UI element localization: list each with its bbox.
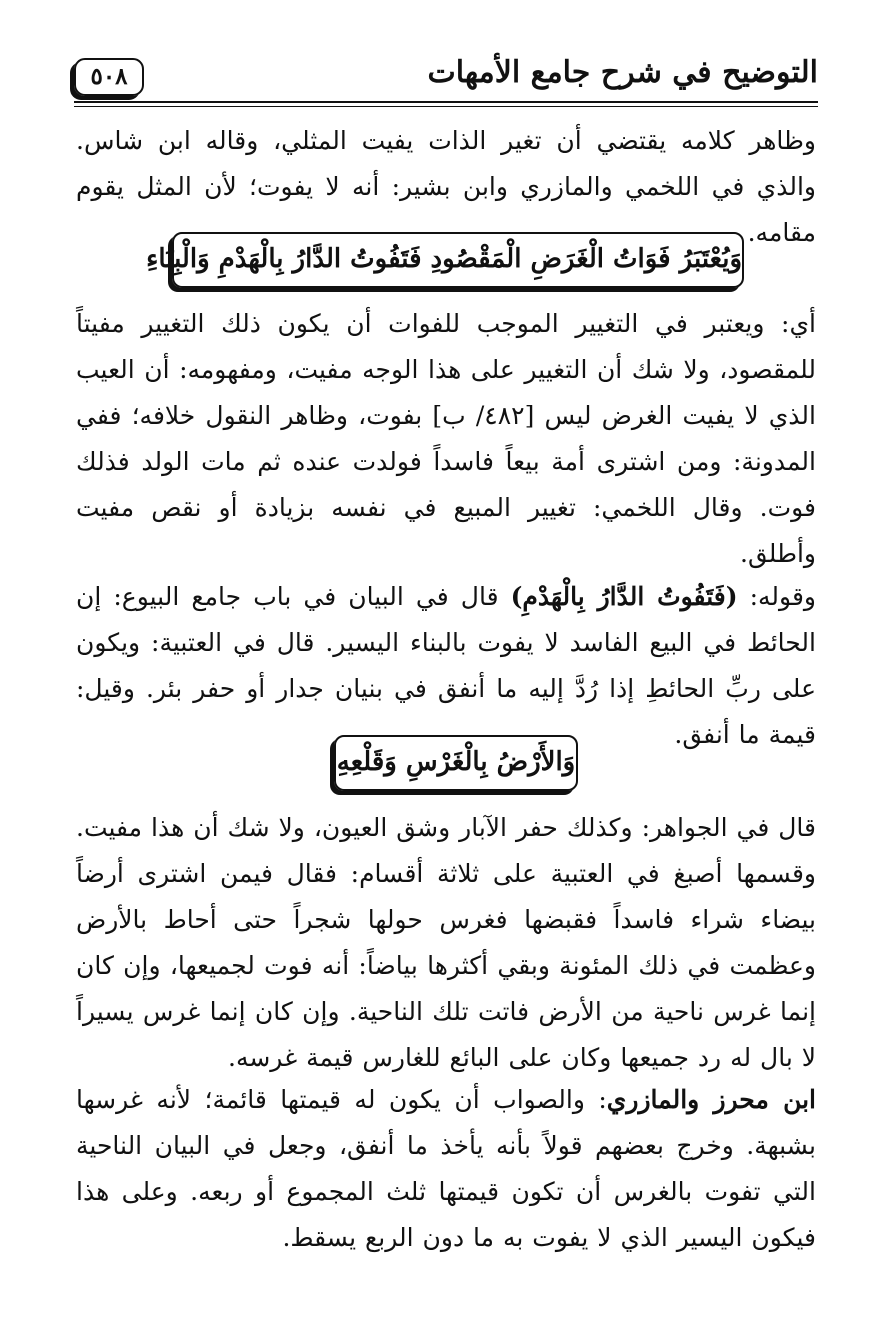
paragraph-3-lead: وقوله: [737,582,816,611]
matn-text-1: وَيُعْتَبَرُ فَوَاتُ الْغَرَضِ الْمَقْصُودِ فَتَفُوتُ الدَّارُ بِالْهَدْمِ وَالْبِنَاءِ [146,244,742,274]
cited-authors: ابن محرز والمازري [606,1085,816,1114]
header-rule [74,101,818,107]
matn-box-1 [146,232,744,288]
quoted-matn: (فَتَفُوتُ الدَّارُ بِالْهَدْمِ) [510,582,738,611]
matn-box-2 [334,735,578,791]
paragraph-5 [76,1077,816,1261]
paragraph-5-rest: : والصواب أن يكون له قيمتها قائمة؛ لأنه غرسها بشبهة. وخرج بعضهم قولاً بأنه يأخذ ما أنفق، وجعل في البيان الناحية التي تفوت بالغرس أن تكون قيمتها ثلث المجموع أو ربعه. وعلى هذا فيكون اليسير الذي لا يفوت به ما دون الربع يسقط. [76,1085,816,1252]
paragraph-2: أي: ويعتبر في التغيير الموجب للفوات أن يكون ذلك التغيير مفيتاً للمقصود، ولا شك أن التغيير على هذا الوجه مفيت، ومفهومه: أن العيب الذي لا يفيت الغرض ليس [٤٨٢/ ب] بفوت، وظاهر النقول خلافه؛ ففي المدونة: ومن اشترى أمة بيعاً فاسداً فولدت عنده ثم مات الولد فذلك فوت. وقال اللخمي: تغيير المبيع في نفسه بزيادة أو نقص مفيت وأطلق. [76,309,816,568]
paragraph-3-rest: قال في البيان في باب جامع البيوع: إن الحائط في البيع الفاسد لا يفوت بالبناء اليسير. قال في العتبية: ويكون على ربِّ الحائطِ إذا رُدَّ إليه ما أنفق في بنيان جدار أو حفر بئر. وقيل: قيمة ما أنفق. [76,582,816,749]
page-number: ٥٠٨ [74,58,144,96]
running-title: التوضيح في شرح جامع الأمهات [427,55,818,90]
paragraph-3 [76,574,816,758]
paragraph-1: وظاهر كلامه يقتضي أن تغير الذات يفيت المثلي، وقاله ابن شاس. والذي في اللخمي والمازري وابن بشير: أنه لا يفوت؛ لأن المثل يقوم مقامه. [76,126,816,247]
matn-text-2: وَالأَرْضُ بِالْغَرْسِ وَقَلْعِهِ [336,747,576,777]
paragraph-4: قال في الجواهر: وكذلك حفر الآبار وشق العيون، ولا شك أن هذا مفيت. وقسمها أصبغ في العتبية على ثلاثة أقسام: فقال فيمن اشترى أرضاً بيضاء شراء فاسداً فقبضها فغرس حولها شجراً حتى أحاط بالأرض وعظمت في ذلك المئونة وبقي أكثرها بياضاً: أنه فوت لجميعها، وإن كان إنما غرس ناحية من الأرض فاتت تلك الناحية. وإن كان إنما غرس يسيراً لا بال له رد جميعها وكان على البائع للغارس قيمة غرسه. [76,813,816,1072]
page-header [74,52,818,98]
